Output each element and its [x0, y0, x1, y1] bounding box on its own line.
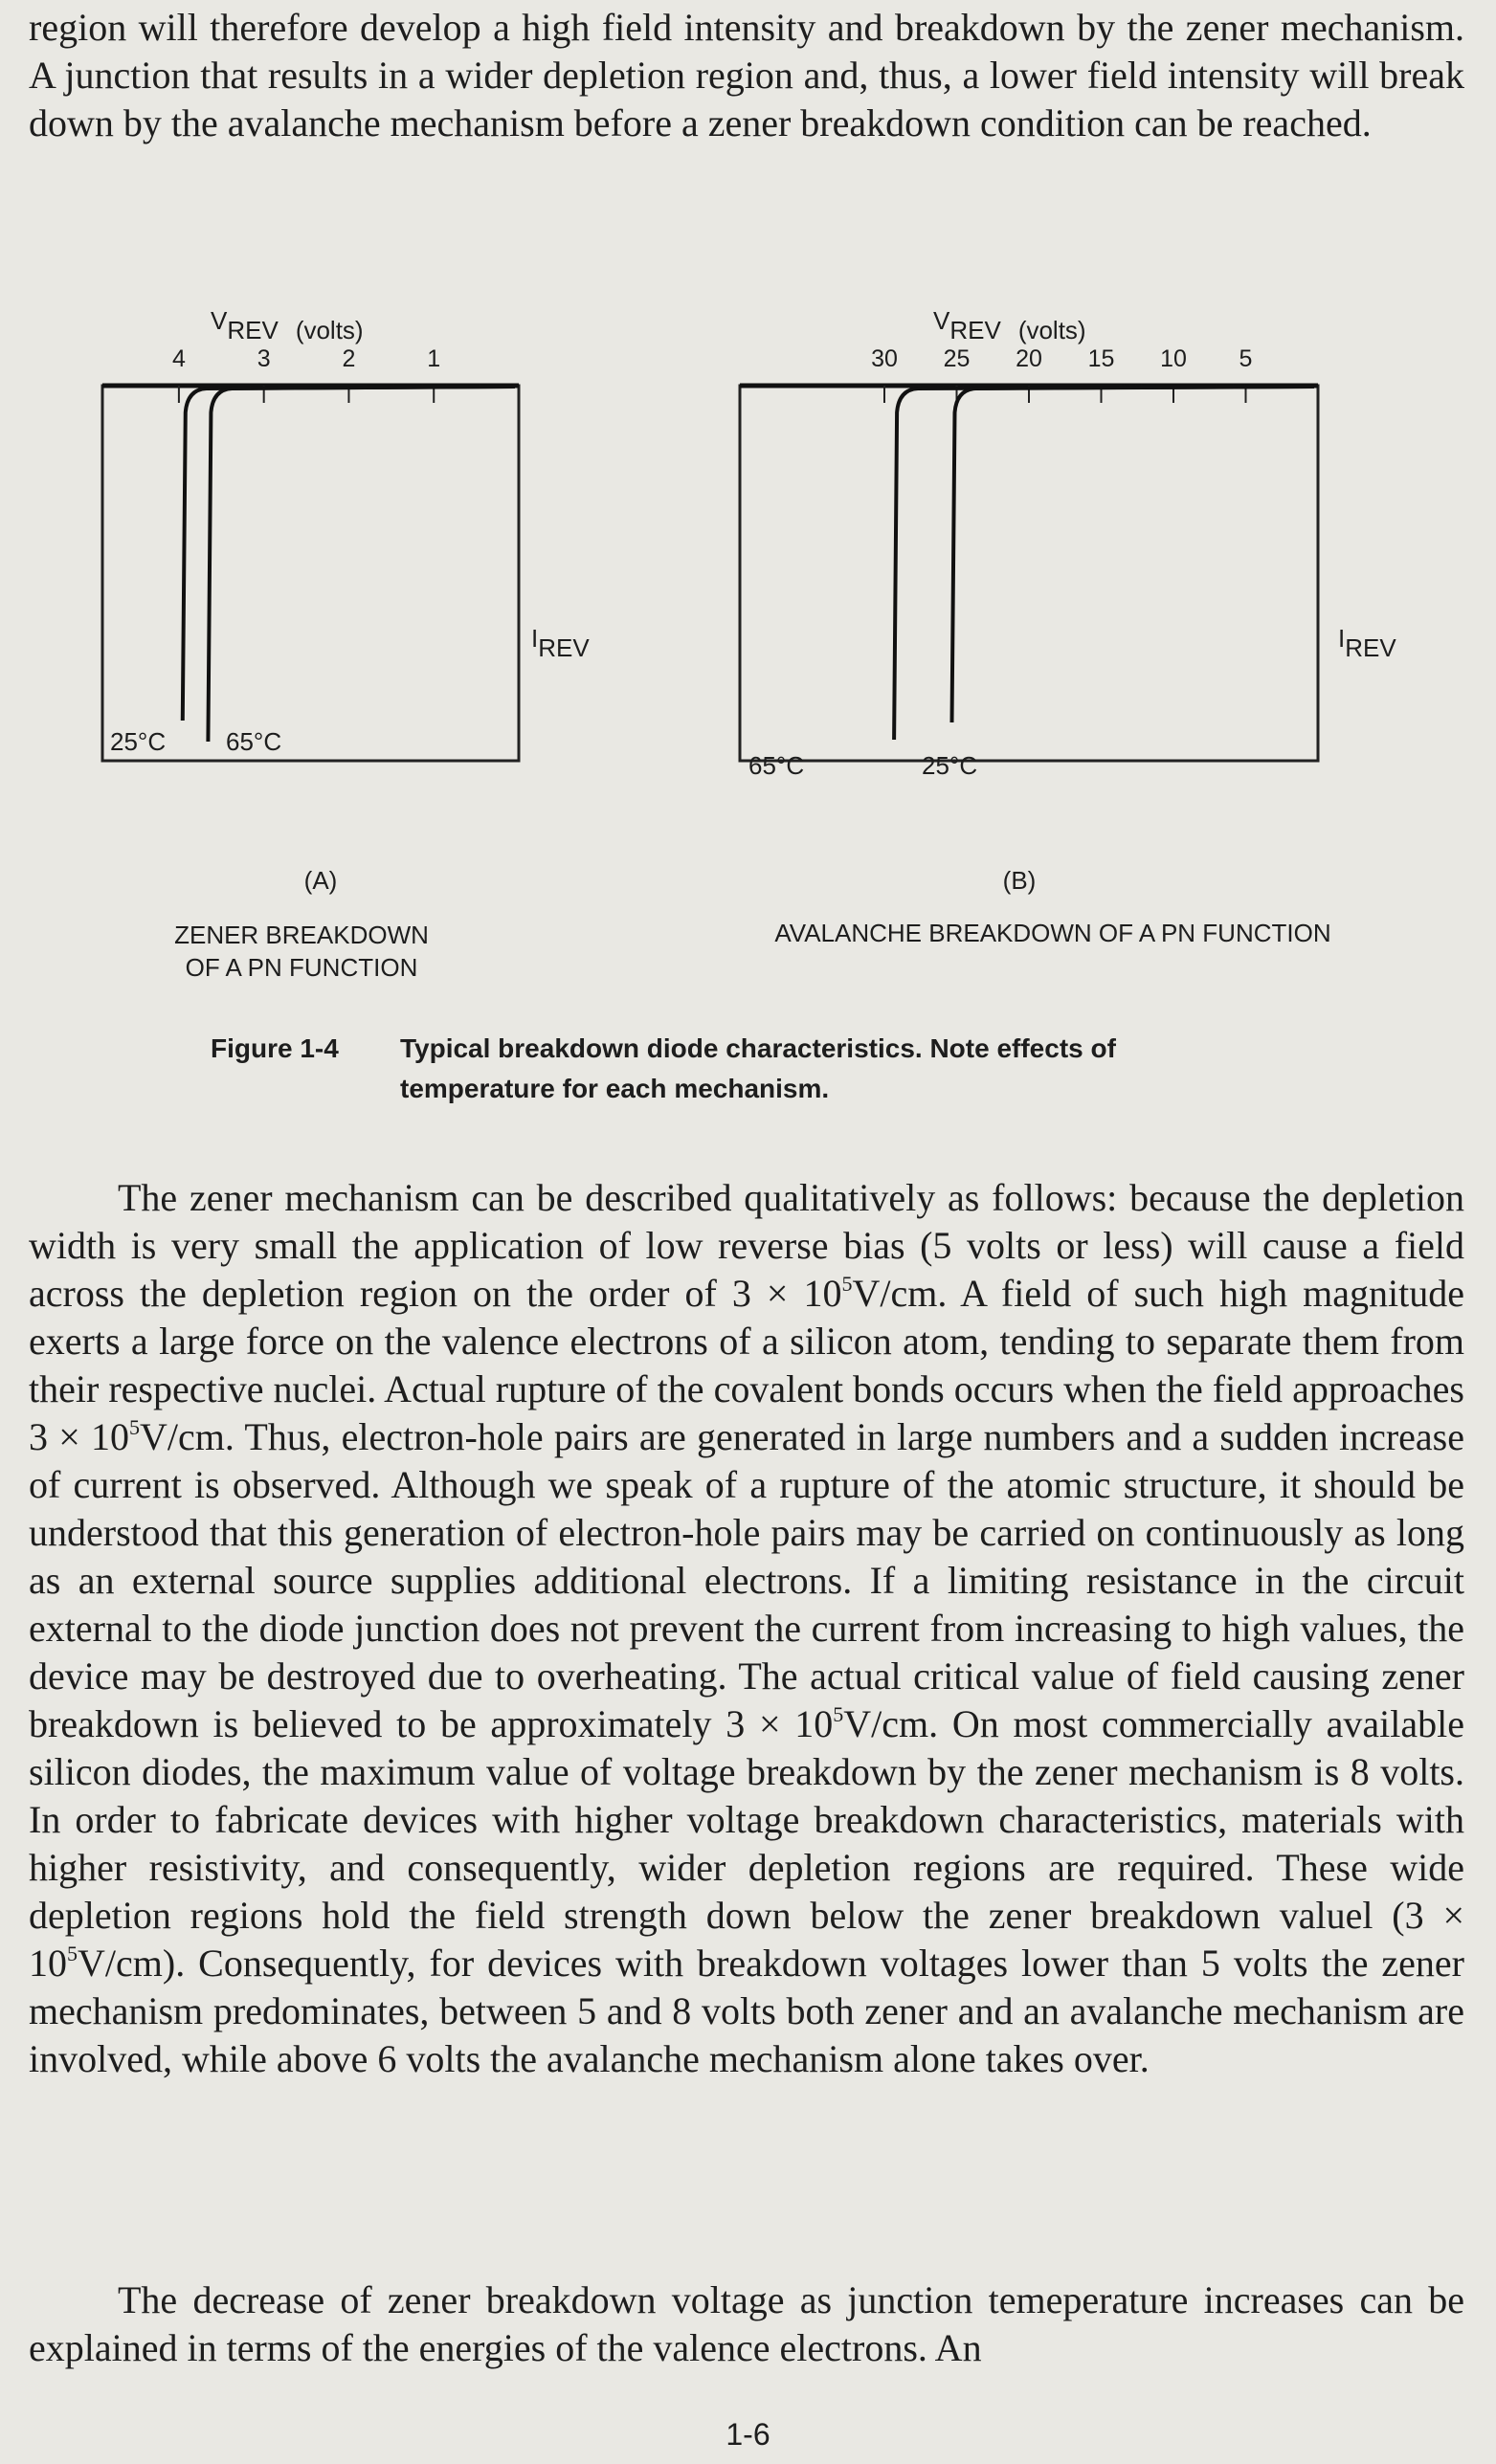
panel-b-v-axis-label — [933, 306, 1086, 344]
panel-b-i-subscript: REV — [1345, 633, 1396, 662]
panel-b-tick-label: 20 — [1016, 345, 1042, 372]
panel-a-letter: (A) — [303, 866, 338, 895]
panel-a-caption — [96, 919, 507, 984]
panel-a-v-subscript: REV — [227, 316, 279, 344]
figure-caption-number: Figure 1-4 — [211, 1033, 339, 1063]
exponent: 5 — [67, 1942, 78, 1965]
panel-b-tick-label: 10 — [1160, 345, 1187, 372]
figure-caption-line2: temperature for each mechanism. — [400, 1074, 830, 1103]
panel-a-i-axis-label — [531, 624, 590, 662]
panel-b-curve-65c — [894, 387, 1314, 740]
body-paragraph-temperature: The decrease of zener breakdown voltage as junction temeperature increases can be explained in terms of the energies of the valence electrons. An — [29, 2278, 1464, 2369]
panel-a-i-symbol: I — [531, 624, 539, 653]
panel-a-v-symbol: V — [211, 306, 228, 335]
panel-a-curve-label-65c: 65°C — [226, 727, 282, 756]
panel-a-curve-label-25c: 25°C — [110, 727, 167, 756]
figure-plots — [0, 287, 1496, 1148]
body-paragraph-zener-mechanism — [29, 1174, 1464, 2083]
body-text-segment: V/cm. A field of such high magnitude exerts a large force on the valence electrons of a silicon atom, tending to separate them from their respective nuclei. Actual rupture of the covalent bonds occurs when the field approaches 3 × 10 — [29, 1272, 1464, 1458]
figure-caption-line1: Typical breakdown diode characteristics. Note effects of — [400, 1033, 1116, 1063]
panel-b-tick-label: 30 — [871, 345, 898, 372]
body-text-segment: The zener mechanism can be described qualitatively as follows: because the depletion width is very small the application of low reverse bias (5 volts or less) will cause a field across the depletion region on the order of 3 × 10 — [29, 1176, 1464, 1315]
panel-a-curve-25c — [183, 387, 515, 721]
panel-a-tick-label: 4 — [171, 345, 186, 372]
panel-b-v-unit: (volts) — [1017, 316, 1086, 344]
intro-paragraph: region will therefore develop a high field intensity and breakdown by the zener mechanism. A junction that results in a wider depletion region and, thus, a lower field intensity will break down by the avalanche mechanism before a zener breakdown condition can be reached. — [29, 6, 1464, 144]
panel-a-curve-65c — [208, 387, 515, 742]
panel-a-tick-label: 1 — [427, 345, 441, 372]
panel-a-frame — [102, 386, 519, 761]
panel-b-caption: AVALANCHE BREAKDOWN OF A PN FUNCTION — [774, 919, 1331, 947]
panel-b-tick-label: 15 — [1087, 345, 1115, 372]
panel-b-v-symbol: V — [933, 306, 950, 335]
exponent: 5 — [841, 1272, 853, 1296]
exponent: 5 — [129, 1415, 141, 1439]
panel-a-v-axis-label — [211, 306, 364, 344]
panel-b-i-symbol: I — [1338, 624, 1346, 653]
page-number: 1-6 — [726, 2417, 770, 2452]
panel-b-curve-25c — [952, 387, 1315, 722]
figure-1-4 — [0, 287, 1496, 1148]
panel-a-tick-label: 3 — [257, 345, 271, 372]
panel-b-letter: (B) — [1002, 866, 1037, 895]
body-text-segment: V/cm. On most commercially available silicon diodes, the maximum value of voltage breakdown by the zener mechanism is 8 volts. In order to fabricate devices with higher voltage breakdown characteristics, materials with higher resistivity, and consequently, wider depletion regions are required. These wide depletion regions hold the field strength down below the zener breakdown valuel (3 × 10 — [29, 1702, 1465, 1985]
panel-a-caption-line2: OF A PN FUNCTION — [185, 953, 418, 982]
panel-b-tick-label: 5 — [1239, 345, 1253, 372]
panel-a-v-unit: (volts) — [295, 316, 364, 344]
panel-b-i-axis-label — [1338, 624, 1396, 662]
panel-a-caption-line1: ZENER BREAKDOWN — [174, 921, 429, 949]
figure-caption — [211, 1029, 1116, 1109]
exponent: 5 — [833, 1702, 844, 1726]
panel-b-v-subscript: REV — [949, 316, 1001, 344]
panel-b-curve-label-25c: 25°C — [922, 751, 978, 780]
body-text-segment: V/cm). Consequently, for devices with breakdown voltages lower than 5 volts the zener mechanism predominates, between 5 and 8 volts both zener and an avalanche mechanism are involved, while above 6 volts the avalanche mechanism alone takes over. — [29, 1942, 1464, 2080]
panel-b-frame — [740, 386, 1318, 761]
body-text-segment: V/cm. Thus, electron-hole pairs are generated in large numbers and a sudden increase of current is observed. Although we speak of a rupture of the atomic structure, it should be understood that this generation of electron-hole pairs may be carried on continuously as long as an external source supplies additional electrons. If a limiting resistance in the circuit external to the diode junction does not prevent the current from increasing to high values, the device may be destroyed due to overheating. The actual critical value of field causing zener breakdown is believed to be approximately 3 × 10 — [29, 1415, 1465, 1745]
panel-b-curve-label-65c: 65°C — [748, 751, 805, 780]
panel-a-tick-label: 2 — [342, 345, 356, 372]
panel-a-i-subscript: REV — [538, 633, 590, 662]
panel-b-tick-label: 25 — [943, 345, 971, 372]
